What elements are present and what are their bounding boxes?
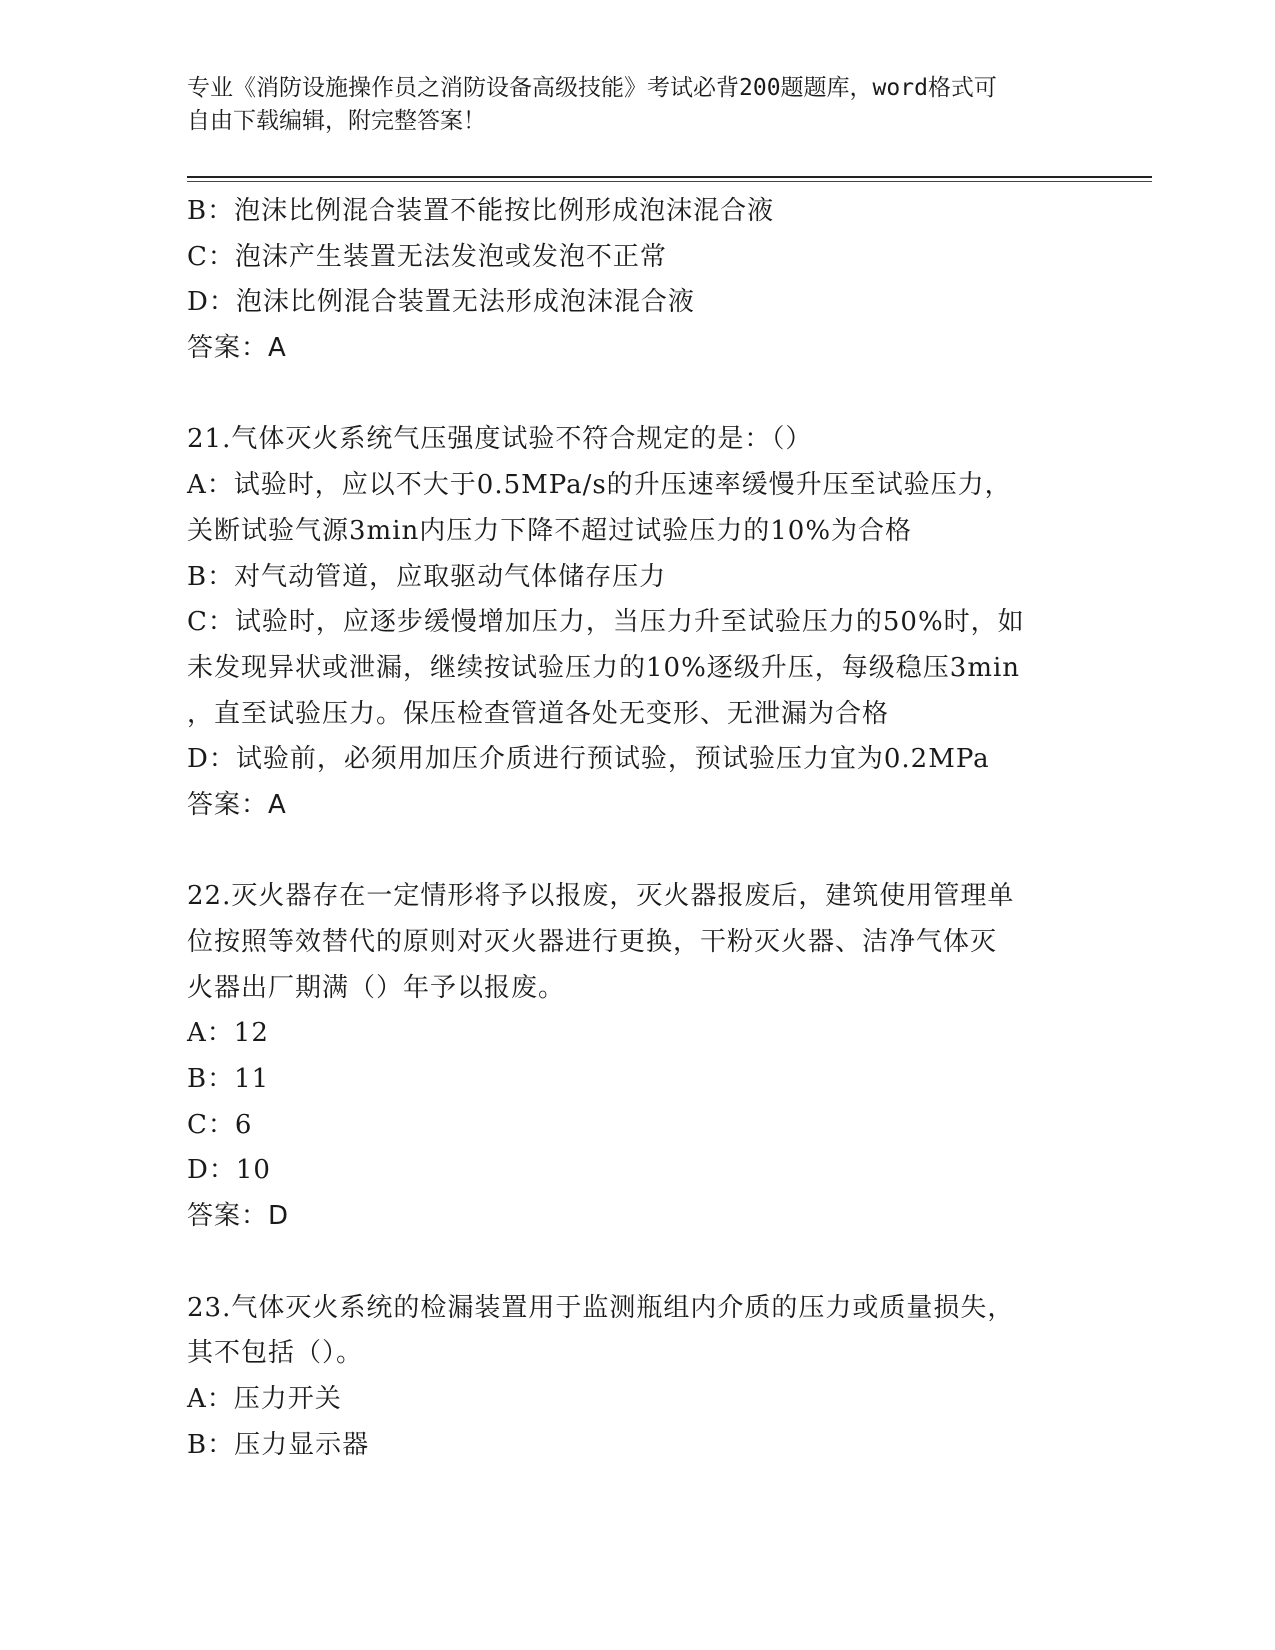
option-b: B：对气动管道，应取驱动气体储存压力 [187,561,667,592]
question-stem: 21.气体灭火系统气压强度试验不符合规定的是：（） [187,424,813,455]
document-header [187,72,1067,138]
option-a: A：试验时，应以不大于0.5MPa/s的升压速率缓慢升压至试验压力， [187,470,1012,501]
answer: 答案：A [187,789,287,820]
header-line-2: 自由下载编辑，附完整答案！ [187,108,486,134]
spacer [187,372,1087,418]
option-d: D：泡沫比例混合装置无法形成泡沫混合液 [187,287,695,318]
spacer [187,1240,1087,1286]
option-c-continued-2: ，直至试验压力。保压检查管道各处无变形、无泄漏为合格 [187,698,890,729]
option-c-continued: 未发现异状或泄漏，继续按试验压力的10%逐级升压，每级稳压3min [187,652,1021,683]
option-b: B：压力显示器 [187,1429,370,1460]
option-a: A：压力开关 [187,1383,342,1414]
option-b: B：泡沫比例混合装置不能按比例形成泡沫混合液 [187,196,775,226]
header-line-1: 专业《消防设施操作员之消防设备高级技能》考试必背200题题库，word格式可 [187,75,997,101]
header-divider-thin [187,181,1152,182]
question-stem-continued-2: 火器出厂期满（）年予以报废。 [187,972,566,1003]
question-21 [187,417,1087,828]
question-list [187,189,1087,1468]
question-stem-continued: 位按照等效替代的原则对灭火器进行更换，干粉灭火器、洁净气体灭 [187,927,998,957]
question-20-tail [187,189,1087,372]
option-c: C：试验时，应逐步缓慢增加压力，当压力升至试验压力的50%时，如 [187,607,1025,638]
answer: 答案：A [187,333,287,364]
header-divider [187,176,1152,178]
spacer [187,829,1087,875]
question-22 [187,874,1087,1240]
option-a: A：12 [187,1018,269,1049]
option-c: C：泡沫产生装置无法发泡或发泡不正常 [187,241,667,272]
question-stem: 23.气体灭火系统的检漏装置用于监测瓶组内介质的压力或质量损失， [187,1292,1015,1323]
option-b: B：11 [187,1064,270,1095]
question-stem: 22.灭火器存在一定情形将予以报废，灭火器报废后，建筑使用管理单 [187,881,1015,912]
option-d: D：10 [187,1155,271,1186]
option-d: D：试验前，必须用加压介质进行预试验，预试验压力宜为0.2MPa [187,744,990,775]
question-stem-continued: 其不包括（）。 [187,1338,364,1369]
option-c: C：6 [187,1109,253,1140]
question-23 [187,1286,1087,1469]
answer: 答案：D [187,1201,290,1232]
option-a-continued: 关断试验气源3min内压力下降不超过试验压力的10%为合格 [187,515,913,546]
